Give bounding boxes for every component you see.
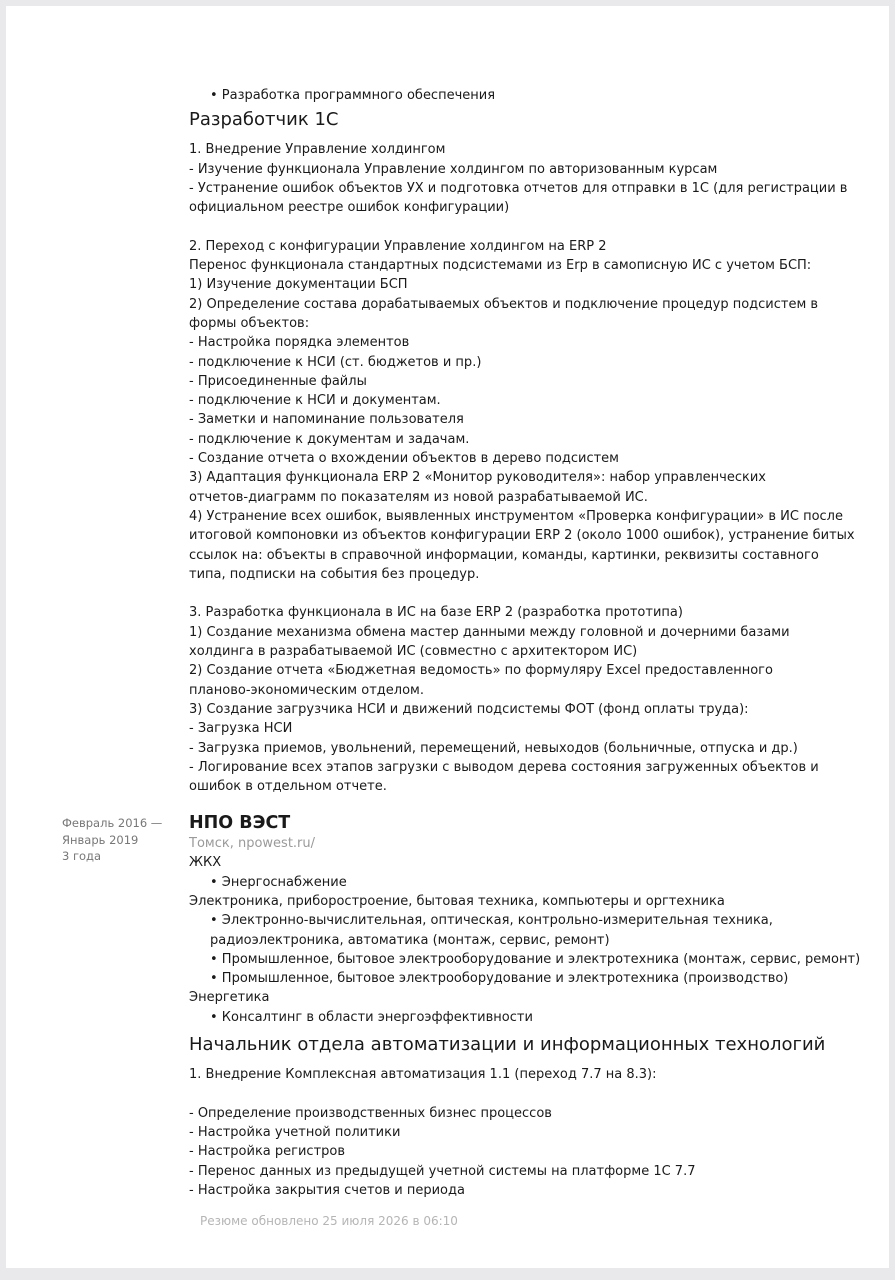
description-line: формы объектов: (189, 315, 310, 331)
job-description-block-2 (189, 237, 855, 584)
industry-subitem: радиоэлектроника, автоматика (монтаж, сервис, ремонт) (210, 932, 610, 948)
date-start: Февраль 2016 — (62, 816, 163, 830)
description-line: 1) Создание механизма обмена мастер данными между головной и дочерними базами (189, 624, 790, 640)
description-line: Перенос функционала стандартных подсистемами из Erp в самописную ИС с учетом БСП: (189, 258, 812, 274)
description-line: итоговой компоновки из объектов конфигурации ERP 2 (около 1000 ошибок), устранение битых (189, 528, 855, 544)
industry-category: Электроника, приборостроение, бытовая техника, компьютеры и оргтехника (189, 893, 725, 909)
description-line: 2) Определение состава дорабатываемых объектов и подключение процедур подсистем в (189, 296, 819, 312)
top-bullet: • Разработка программного обеспечения (210, 88, 496, 103)
description-line: - Логирование всех этапов загрузки с выводом дерева состояния загруженных объектов и (189, 759, 819, 775)
description-line: 1. Внедрение Управление холдингом (189, 142, 446, 158)
job-description-block-3 (189, 603, 849, 796)
description-line: отчетов-диаграмм по показателям из новой разрабатываемой ИС. (189, 489, 648, 505)
description-line: - Присоединенные файлы (189, 373, 367, 389)
description-line: 3. Разработка функционала в ИС на базе ERP 2 (разработка прототипа) (189, 605, 683, 621)
industry-category: ЖКХ (189, 855, 222, 871)
description-line: холдинга в разрабатываемой ИС (совместно с архитектором ИС) (189, 644, 638, 660)
footer-updated: Резюме обновлено 25 июля 2026 в 06:10 (200, 1214, 458, 1228)
description-line: ссылок на: объекты в справочной информации, команды, картинки, реквизиты составного (189, 547, 819, 563)
description-line: - Загрузка приемов, увольнений, перемещений, невыходов (больничные, отпуска и др.) (189, 740, 798, 756)
duration: 3 года (62, 849, 102, 863)
task-line: - Определение производственных бизнес процессов (189, 1105, 552, 1121)
description-line: типа, подписки на события без процедур. (189, 566, 480, 582)
description-line: 3) Создание загрузчика НСИ и движений подсистемы ФОТ (фонд оплаты труда): (189, 701, 749, 717)
description-line: - подключение к НСИ и документам. (189, 393, 441, 409)
description-line: 1) Изучение документации БСП (189, 277, 408, 293)
job-title: Разработчик 1С (189, 109, 339, 131)
industry-subitem: • Промышленное, бытовое электрооборудование и электротехника (монтаж, сервис, ремонт) (210, 951, 861, 967)
description-line: - Устранение ошибок объектов УХ и подготовка отчетов для отправки в 1С (для регистрации в (189, 180, 848, 196)
description-line: - Заметки и напоминание пользователя (189, 412, 464, 428)
industry-subitem: • Электронно-вычислительная, оптическая, контрольно-измерительная техника, (210, 913, 773, 929)
job-title-2: Начальник отдела автоматизации и информационных технологий (189, 1034, 826, 1056)
description-line: планово-экономическим отделом. (189, 682, 424, 698)
description-line: 3) Адаптация функционала ERP 2 «Монитор руководителя»: набор управленческих (189, 470, 766, 486)
description-line: 2) Создание отчета «Бюджетная ведомость» по формуляру Excel предоставленного (189, 663, 773, 679)
company-location-link[interactable]: Томск, npowest.ru/ (189, 836, 316, 852)
description-line: - подключение к документам и задачам. (189, 431, 470, 447)
industry-subitem: • Энергоснабжение (210, 874, 347, 890)
description-line: ошибок в отдельном отчете. (189, 779, 387, 795)
company-name: НПО ВЭСТ (189, 813, 291, 834)
description-line: - Загрузка НСИ (189, 721, 293, 737)
job-intro: 1. Внедрение Комплексная автоматизация 1.1 (переход 7.7 на 8.3): (189, 1067, 657, 1083)
job-description-block-1 (189, 140, 849, 217)
description-line: 4) Устранение всех ошибок, выявленных инструментом «Проверка конфигурации» в ИС после (189, 508, 843, 524)
content-column (189, 86, 861, 1200)
task-line: - Настройка регистров (189, 1144, 346, 1160)
industry-subitem: • Консалтинг в области энергоэффективности (210, 1009, 533, 1025)
job-dates (62, 815, 182, 865)
industry-category: Энергетика (189, 990, 270, 1006)
task-line: - Настройка закрытия счетов и периода (189, 1182, 465, 1198)
description-line: 2. Переход с конфигурации Управление холдингом на ERP 2 (189, 238, 607, 254)
description-line: - Настройка порядка элементов (189, 335, 410, 351)
description-line: - Изучение функционала Управление холдингом по авторизованным курсам (189, 161, 718, 177)
industry-subitem: • Промышленное, бытовое электрооборудование и электротехника (производство) (210, 971, 789, 987)
industries-list (189, 853, 861, 1027)
task-line: - Настройка учетной политики (189, 1124, 401, 1140)
tasks-list (189, 1104, 849, 1200)
task-line: - Перенос данных из предыдущей учетной системы на платформе 1С 7.7 (189, 1163, 696, 1179)
description-line: - Создание отчета о вхождении объектов в дерево подсистем (189, 451, 619, 467)
date-end: Январь 2019 (62, 832, 139, 847)
description-line: - подключение к НСИ (ст. бюджетов и пр.) (189, 354, 482, 370)
description-line: официальном реестре ошибок конфигурации) (189, 200, 510, 216)
